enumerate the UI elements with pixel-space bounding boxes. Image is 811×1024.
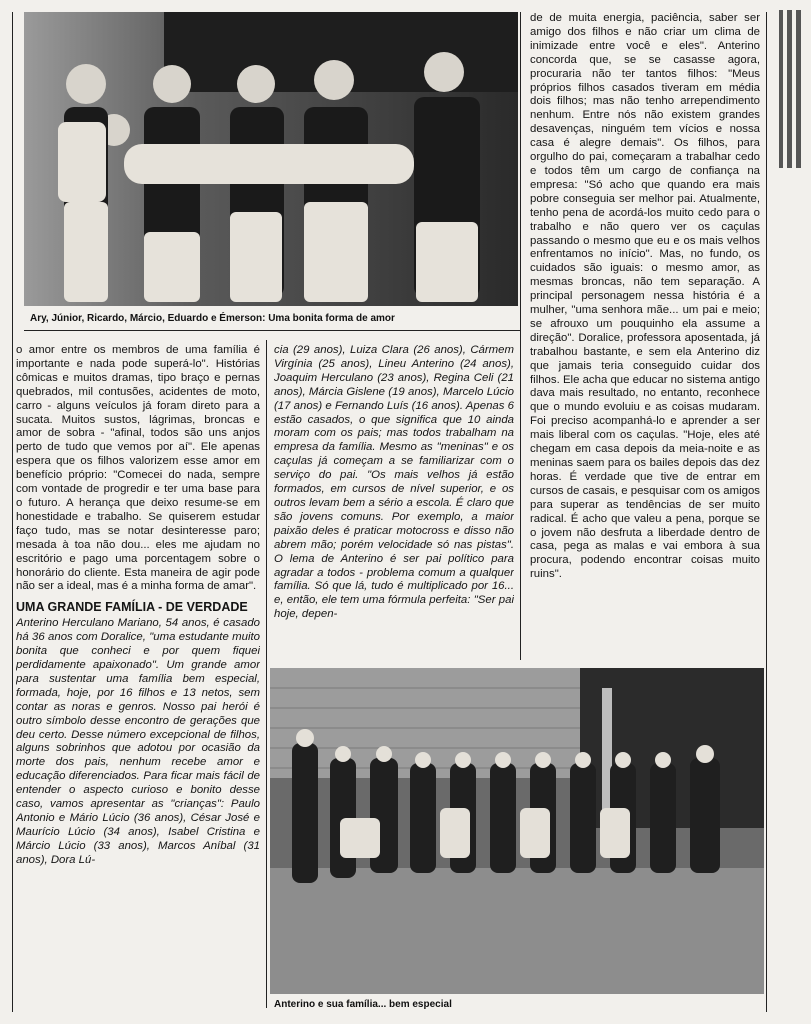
section-heading: UMA GRANDE FAMÍLIA - DE VERDADE <box>16 600 248 615</box>
column-rule-outer <box>766 12 767 1012</box>
middle-column-text: cia (29 anos), Luiza Clara (26 anos), Cármem Virgínia (25 anos), Lineu Anterino (24 anos), Joaquim Herculano (23 anos), Regina Celi (21 anos), Márcia Gislene (19 anos), Marcelo Lúcio (17 anos) e Fernando Luís (16 anos). Apenas 6 estão casados, o que significa que 10 ainda moram com os pais; mas todos trabalham na empresa da família. Mesmo as "meninas" e os caçulas já começam a se familiarizar com o serviço do pai. "Os mais velhos já estão formados, em cursos de nível superior, e os outros levam bem a sério a escola. É claro que são jovens comuns. Por exemplo, a maior paixão deles é praticar motocross e disso não abrem mão; porém velocidade só nas pistas". O lema de Anterino é ser pai político para agradar a todos - problema comum a qualquer família. Só que lá, tudo é multiplicado por 16... e, então, ele tem uma fórmula perfeita: "Ser pai hoje, depen- <box>274 344 514 621</box>
bottom-photo-caption: Anterino e sua família... bem especial <box>274 999 452 1010</box>
middle-column <box>274 344 514 660</box>
bottom-photo-image <box>270 668 764 994</box>
top-photo-image <box>24 12 518 306</box>
top-photo-caption: Ary, Júnior, Ricardo, Márcio, Eduardo e Émerson: Uma bonita forma de amor <box>30 313 395 324</box>
left-column-text-top: o amor entre os membros de uma família é importante e nada pode superá-lo". Histórias cômicas e muitos dramas, tipo braço e pernas quebrados, mil contusões, acidentes de moto, carro - alguns veículos já foram direto para a sucata. Muitos sustos, lágrimas, broncas e amor de sobra - "afinal, todos são uns anjos perto de tudo que vemos por aí". Ele apenas espera que os filhos valorizem esse amor em benefício próprio: "Comecei do nada, sempre com vontade de progredir e ter uma base para o futuro. A herança que deixo resume-se em honestidade e trabalho. Se quiserem estudar faço tudo, mas se notar desinteresse paro; mesada à toa não dou... eles me ajudam no escritório e pago uma porcentagem sobre o honorário do cliente. Esta maneira de agir pode não ser a ideal, mas é a minha forma de amar". <box>16 344 260 593</box>
bottom-photo <box>270 668 764 994</box>
caption-rule-top <box>24 330 520 331</box>
column-rule-left <box>266 340 267 1008</box>
column-rule-far-left <box>12 12 13 1012</box>
column-rule-right <box>520 12 521 660</box>
side-decorative-bars <box>779 10 803 168</box>
left-column-text-bottom: Anterino Herculano Mariano, 54 anos, é casado há 36 anos com Doralice, "uma estudante muito bonita que conheci e por quem fiquei perdidamente apaixonado". Um grande amor para sustentar uma família bem especial, formada, hoje, por 16 filhos e 13 netos, sem contar as noras e genros. Nosso pai herói é outro símbolo desse encontro de gerações que deu certo. Desse número excepcional de filhos, alguns sobrinhos que adotou por ocasião da morte dos pais, nenhum recebe amor e educação diferenciados. Para ficar mais fácil de entender o aspecto curioso e bonito desse caso, vamos apresentar as "crianças": Paulo Antonio e Mário Lúcio (36 anos), César José e Maurício Lúcio (34 anos), Isabel Cristina e Márcio Lúcio (33 anos), Marcos Aníbal (31 anos), Dora Lú- <box>16 617 260 866</box>
left-column <box>16 344 260 1008</box>
right-column <box>530 12 760 660</box>
top-photo <box>24 12 518 306</box>
right-column-text: de de muita energia, paciência, saber ser amigo dos filhos e não criar um clima de inimizade entre você e eles". Anterino concorda que, se se casasse agora, procuraria não ter tantos filhos: "Meus próprios filhos casados tiveram em média dois filhos; mas não tenho arrependimento nenhum. Entre nós não existem grandes desavenças, ninguém tem vícios e nossa casa é alegre demais". Os filhos, para orgulho do pai, começaram a trabalhar cedo e todos têm um cargo de confiança na empresa: "Só acho que quando era mais pobre conseguia ser melhor pai. Atualmente, tenho pena de acordá-los muito cedo para o trabalho e não quero ver os caçulas passando o mesmo que eu e os mais velhos enfrentamos no início". Mas, no fundo, os cuidados são iguais: o mesmo amor, as mesmas broncas, não tem separação. A principal personagem nessa história é a mulher, "uma senhora mãe... um pai e meio; se afrouxo um pouquinho ela assume a direção". Doralice, professora aposentada, já trabalhou bastante, e sem ela Anterino diz que jamais teria conseguido cuidar dos filhos. Ele acha que educar no sistema antigo dava mais resultado, no entanto, reconhece que o mundo evoluiu e as coisas mudaram. Foi preciso acompanhá-lo e aprender a ser mais liberal com os caçulas. "Hoje, eles até chegam em casa depois da meia-noite e as meninas saem para os bailes depois das dez horas. É verdade que tive de entrar em cursos de casais, e pesquisar com os amigos para superar as tendências de ser muito radical. É acho que valeu a pena, porque se o jovem não desfruta a liberdade dentro de casa, pega as malas e vai embora à sua procura, podendo encontrar coisas muito ruins". <box>530 12 760 581</box>
